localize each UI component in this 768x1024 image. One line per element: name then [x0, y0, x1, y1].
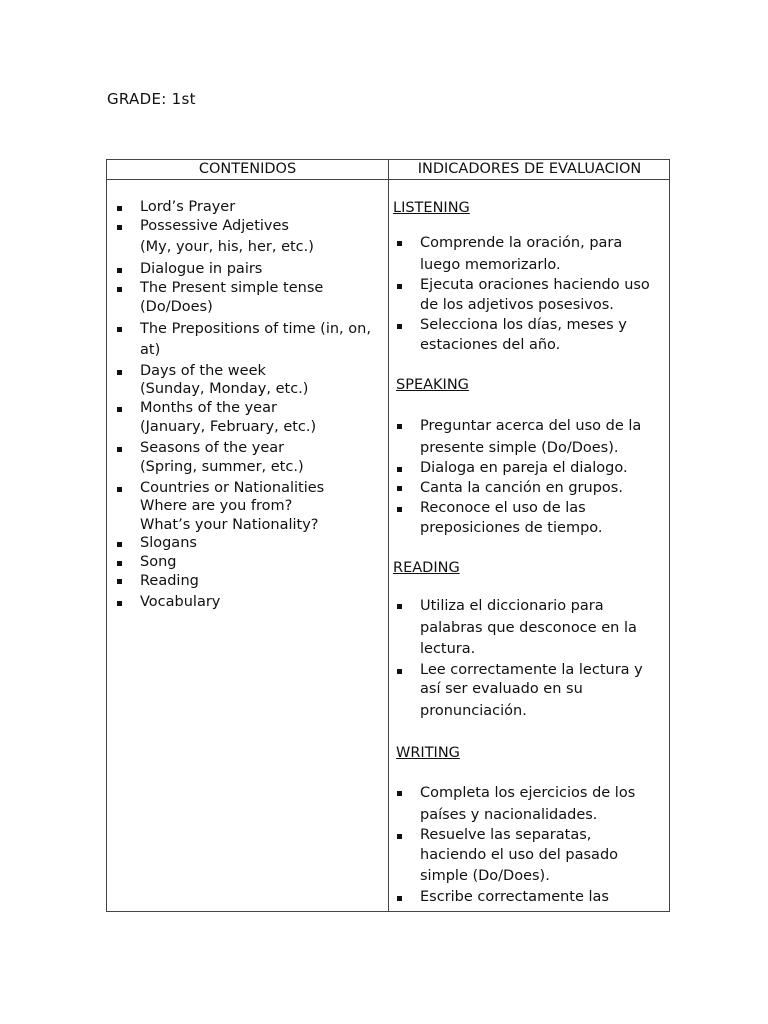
- section-title-listening: LISTENING: [393, 200, 470, 216]
- content-item: Days of the week: [113, 362, 385, 381]
- content-item-cont: Where are you from?: [140, 498, 293, 514]
- indicator-item: Completa los ejercicios de los: [393, 783, 667, 805]
- content-item: The Present simple tense: [113, 279, 385, 298]
- content-item: Song: [113, 553, 385, 572]
- content-item: The Prepositions of time (in, on,: [113, 319, 385, 341]
- indicator-item: Dialoga en pareja el dialogo.: [393, 459, 667, 478]
- section-title-speaking: SPEAKING: [396, 377, 469, 393]
- content-item: Possessive Adjetives: [113, 217, 385, 236]
- indicator-item-cont: estaciones del año.: [420, 336, 561, 353]
- content-item: Vocabulary: [113, 593, 385, 612]
- indicator-item: Selecciona los días, meses y: [393, 316, 667, 335]
- indicator-item: Canta la canción en grupos.: [393, 478, 667, 500]
- header-contenidos: CONTENIDOS: [198, 161, 297, 177]
- content-item: Slogans: [113, 534, 385, 553]
- content-item-cont: (Spring, summer, etc.): [140, 459, 304, 475]
- content-item: Seasons of the year: [113, 439, 385, 458]
- indicator-item: Resuelve las separatas,: [393, 826, 667, 845]
- content-item-cont: What’s your Nationality?: [140, 516, 319, 533]
- indicator-item-cont: luego memorizarlo.: [420, 256, 561, 273]
- content-item: Dialogue in pairs: [113, 260, 385, 279]
- content-item-cont: at): [140, 342, 161, 358]
- indicator-item: Lee correctamente la lectura y: [393, 661, 667, 680]
- curriculum-table: [106, 159, 670, 912]
- indicator-item: Ejecuta oraciones haciendo uso: [393, 276, 667, 295]
- contenidos-column: [113, 180, 385, 911]
- indicator-item-cont: países y nacionalidades.: [420, 806, 598, 823]
- content-item: Reading: [113, 571, 385, 593]
- section-title-reading: READING: [393, 560, 460, 576]
- indicator-item-cont: de los adjetivos posesivos.: [420, 296, 614, 313]
- content-item: Countries or Nationalities: [113, 479, 385, 498]
- indicator-item-cont: así ser evaluado en su: [420, 681, 583, 697]
- content-item: Months of the year: [113, 399, 385, 418]
- indicator-item: Comprende la oración, para: [393, 233, 667, 255]
- section-title-writing: WRITING: [396, 745, 460, 761]
- indicator-item-cont: preposiciones de tiempo.: [420, 519, 603, 536]
- header-indicadores: INDICADORES DE EVALUACION: [417, 161, 642, 177]
- indicator-item: Preguntar acerca del uso de la: [393, 416, 667, 438]
- indicator-item-cont: lectura.: [420, 641, 476, 657]
- indicator-item: Utiliza el diccionario para: [393, 596, 667, 618]
- indicator-item-cont: palabras que desconoce en la: [420, 619, 637, 636]
- indicator-item-cont: haciendo el uso del pasado: [420, 846, 619, 863]
- content-item-cont: (My, your, his, her, etc.): [140, 239, 314, 255]
- content-item-cont: (January, February, etc.): [140, 419, 317, 435]
- column-divider: [388, 160, 389, 911]
- grade-heading: GRADE: 1st: [107, 90, 196, 108]
- indicator-item-cont: pronunciación.: [420, 702, 527, 719]
- indicator-item: Escribe correctamente las: [393, 888, 667, 907]
- content-item-cont: (Do/Does): [140, 299, 213, 315]
- content-item-cont: (Sunday, Monday, etc.): [140, 381, 309, 397]
- indicadores-column: [393, 180, 667, 911]
- content-item: Lord’s Prayer: [113, 198, 385, 217]
- indicator-item-cont: simple (Do/Does).: [420, 868, 550, 884]
- indicator-item: Reconoce el uso de las: [393, 499, 667, 518]
- indicator-item-cont: presente simple (Do/Does).: [420, 439, 619, 456]
